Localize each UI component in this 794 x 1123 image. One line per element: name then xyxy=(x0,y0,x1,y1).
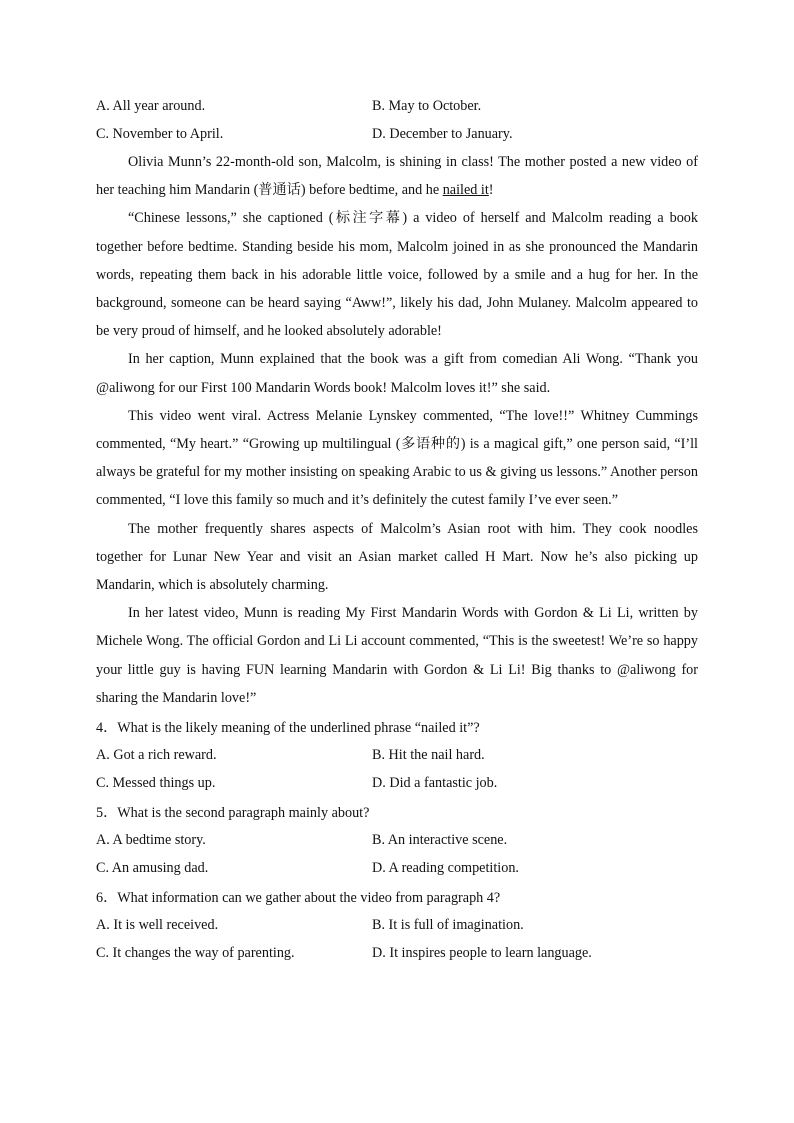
paragraph-6: In her latest video, Munn is reading My First Mandarin Words with Gordon & Li Li, written by Michele Wong. The official Gordon and Li Li account commented, “This is the sweetest! We’re so happy your little guy is having FUN learning Mandarin with Gordon & Li Li! Big thanks to @aliwong for sharing the Mandarin love!” xyxy=(96,605,698,706)
paragraph-2: “Chinese lessons,” she captioned (标注字幕) a video of herself and Malcolm reading a book together before bedtime. Standing beside his mom, Malcolm joined in as she pronounced the Mandarin words, repeating them back in his adorable little voice, followed by a smile and a hug for her. In the background, someone can be heard saying “Aww!”, likely his dad, John Mulaney. Malcolm appeared to be very proud of himself, and he looked absolutely adorable! xyxy=(96,210,698,340)
reading-passage xyxy=(96,148,698,712)
option-a: A. Got a rich reward. xyxy=(96,746,217,763)
options-row xyxy=(96,854,698,882)
option-a: A. A bedtime story. xyxy=(96,831,206,848)
paragraph-1 xyxy=(96,148,698,204)
paragraph-1-text: Olivia Munn’s 22-month-old son, Malcolm, is shining in class! The mother posted a new video of her teaching him Mandarin (普通话) before bedtime, and he xyxy=(96,154,698,199)
option-d: D. It inspires people to learn language. xyxy=(372,944,592,961)
question-4 xyxy=(96,713,698,797)
paragraph-3: In her caption, Munn explained that the book was a gift from comedian Ali Wong. “Thank you @aliwong for our First 100 Mandarin Words book! Malcolm loves it!” she said. xyxy=(96,351,698,396)
exam-page xyxy=(96,92,698,967)
option-b: B. May to October. xyxy=(372,97,482,114)
option-b: B. An interactive scene. xyxy=(372,831,508,848)
question-stem: 5．What is the second paragraph mainly about? xyxy=(96,805,370,822)
q3-options-row-1 xyxy=(96,92,698,120)
option-c: C. November to April. xyxy=(96,125,224,142)
options-row xyxy=(96,769,698,797)
question-6 xyxy=(96,883,698,967)
option-b: B. It is full of imagination. xyxy=(372,916,524,933)
option-c: C. It changes the way of parenting. xyxy=(96,944,295,961)
option-d: D. Did a fantastic job. xyxy=(372,774,498,791)
paragraph-4: This video went viral. Actress Melanie Lynskey commented, “The love!!” Whitney Cummings commented, “My heart.” “Growing up multilingual (多语种的) is a magical gift,” one person said, “I’ll always be grateful for my mother insisting on speaking Arabic to us & giving us lessons.” Another person commented, “I love this family so much and it’s definitely the cutest family I’ve ever seen.” xyxy=(96,407,698,509)
question-stem: 6．What information can we gather about the video from paragraph 4? xyxy=(96,890,501,907)
q3-options-row-2 xyxy=(96,120,698,148)
paragraph-1-end: ! xyxy=(488,182,494,199)
paragraph-5: The mother frequently shares aspects of Malcolm’s Asian root with him. They cook noodles together for Lunar New Year and visit an Asian market called H Mart. Now he’s also picking up Mandarin, which is absolutely charming. xyxy=(96,520,698,594)
question-stem: 4．What is the likely meaning of the underlined phrase “nailed it”? xyxy=(96,720,480,737)
options-row xyxy=(96,939,698,967)
underlined-phrase: nailed it xyxy=(442,182,489,199)
option-b: B. Hit the nail hard. xyxy=(372,746,485,763)
options-row xyxy=(96,741,698,769)
option-a: A. All year around. xyxy=(96,97,206,114)
option-a: A. It is well received. xyxy=(96,916,219,933)
option-c: C. Messed things up. xyxy=(96,774,216,791)
option-d: D. A reading competition. xyxy=(372,859,519,876)
question-5 xyxy=(96,798,698,882)
option-d: D. December to January. xyxy=(372,125,513,142)
option-c: C. An amusing dad. xyxy=(96,859,209,876)
options-row xyxy=(96,911,698,939)
options-row xyxy=(96,826,698,854)
